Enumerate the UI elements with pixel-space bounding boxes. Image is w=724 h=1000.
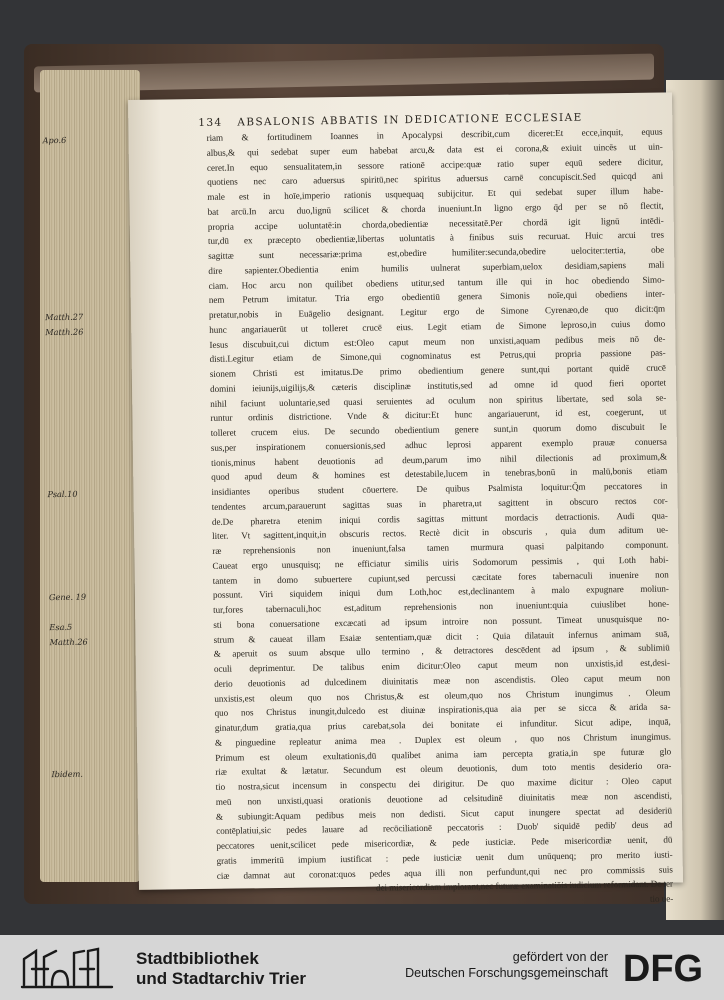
text-line: insidiantes operibus student cōuertere. De quibus Psalmista loquitur:Q̄m peccatores in [211, 480, 668, 497]
text-line: nihil faciunt uoluntarie,sed quasi seruientes ad oculum non spiritus libertate, sed sola se- [210, 392, 667, 409]
text-line: & pinguedine repleatur anima mea . Duplex est oleum , quo nos Christum inungimus. [214, 731, 672, 748]
text-line: hunc angariauerūt ut tolleret crucē eius. Legit etiam de Simone leproso,in cuius domo [209, 318, 666, 335]
text-line: & subiungit:Aquam pedibus meis non dedisti. Sicut caput inungere spectat ad desideriū [215, 804, 673, 822]
dfg-logo-text: DFG [622, 948, 704, 987]
text-line: sagittæ sunt necessariæ:prima est,obedire humiliter:secunda,obedire uelociter:tertia, obe [208, 244, 665, 261]
text-line: & aperuit os suum absque ullo termino , & detractores descēdent ad ipsum , & sublimiū [213, 642, 670, 660]
page-number: 134 [198, 116, 223, 130]
funding-line1: gefördert von der [512, 950, 608, 964]
text-line: tur,dū ex præcepto obedientiæ,libertas uoluntatis à finibus suis recuruat. Huic arcui tres [207, 229, 665, 247]
margin-reference: Matth.26 [49, 636, 88, 647]
funding-note [372, 949, 608, 981]
text-line: tantem in domo subuertere cupiunt,sed percussi cæcitate fores tabernaculi inuenire non [212, 568, 669, 586]
text-line: runtur ordinis districtione. Vnde & dicitur:Et hunc angariauerunt, id est, coegerunt, ut [210, 406, 667, 424]
text-line: male est in hoīe,imperio rationis usquequaq subijcitur. Et qui sedebat super illum habe- [207, 185, 664, 202]
dfg-logo [616, 947, 710, 987]
text-line: riæ exultat & lætatur. Secundum est oleum deuotionis, dum toto mentis desiderio ora- [215, 760, 672, 778]
library-name-line1: Stadtbibliothek [136, 949, 259, 968]
text-line: ceret.In equo sensualitatem,in sessore rationē accipe:quæ ratio super equū sedere dicitur, [206, 156, 663, 173]
text-line: unxistis,est oleum quo nos Christus,& est oleum,quo nos Christum inungimus . Oleum [214, 686, 671, 704]
text-line: strum & caueat illam Esaiæ sententiam,quæ dicit : Quia dilatauit infernus animam suā, [213, 627, 670, 645]
text-line: tur,fores tabernaculi,hoc est,aditum reprehensionis non inueniunt:quia cuiuslibet hone- [213, 598, 670, 615]
text-line: peccatores uenit,scilicet pede misericordiæ, & pede iusticiæ. Pede misericordiæ uenit, dū [216, 834, 673, 851]
text-line: albus,& qui sedebat super eum habebat arcu,& data est ei corona,& exiuit uincēs ut uin- [206, 141, 663, 158]
text-line: Iesus discubuit,cui dictum est:Oleo caput meum non unxisti,aquam pedibus meis nō de- [209, 333, 666, 350]
text-line: ræ reprehensionis non inueniunt,falsa tamen murmura quasi palpitando componunt. [212, 539, 669, 556]
library-name [136, 949, 306, 989]
text-line: bat arcū.In arcu duo,lignū scilicet & chorda inueniunt.In ligno ergo q̄d per se nō flectit, [207, 200, 664, 217]
text-line: dei misericordiam implorant,nec futuræ examinatiōis iudicium reformidant. De ter [375, 878, 674, 893]
text-line: quo nos Christus inungit,dulcedo est diuinæ inspirationis,qua aia per se sicca & arida sa- [214, 701, 671, 719]
text-line: quotiens nec caro aduersus spiritū,nec spiritus aduersus carnē concupiscit.Sed quicqd ani [207, 170, 664, 188]
text-line: riam & fortitudinem Ioannes in Apocalypsi describit,cum diceret:Et ecce,inquit, equus [206, 126, 663, 143]
page-edges [40, 70, 140, 882]
text-line: liter. Vt sagittent,inquit,in obscuris rectos. Rectè dicit in obscuris , quia dum aditum ue- [212, 524, 669, 542]
library-name-line2: und Stadtarchiv Trier [136, 969, 307, 988]
margin-reference: Matth.27 [44, 311, 84, 323]
text-line: quod apud deum & homines est detestabile,lucem in tenebras,bonū in malū,bonis etiam [211, 465, 668, 483]
text-line: ginatur,dum gratia,qua prius carebat,sola dei bonitate ei infunditur. Sicut adipe, inquā, [214, 716, 671, 733]
text-line: de.De pharetra etenim iniqui cordis sagittas mittunt mordacis detractionis. Audi qua- [211, 510, 668, 527]
catchword: tio ue- [649, 893, 674, 904]
text-line: possunt. Viri siquidem iniqui dum Loth,hoc est,declinantem à malo expugnare moliun- [212, 583, 669, 601]
text-line: disti.Legitur etiam de Simone,qui cognominatus est Petrus,qui propria passione pas- [209, 347, 666, 365]
book-page [42, 92, 683, 904]
text-line: ciam. Hoc arcu non quilibet obediens utitur,sed tantum ille qui in hoc obediendo Simo- [208, 274, 665, 291]
text-line: tolleret crucem eius. De secundo obedientium genere sunt,in quorum domo discubuit Ie [210, 421, 667, 438]
text-line: ciæ damnat aut coronat:quos pedes aqua illi non perfundunt,qui nec pro commissis suis [216, 863, 673, 881]
margin-reference: Apo.6 [42, 134, 67, 146]
text-line: tendentes arcum,parauerunt sagittas suas in pharetra,ut sagittent in obscuro rectos cor- [211, 495, 668, 512]
text-line: domini ieiunijs,uigilijs,& cæteris disciplinæ institutis,sed ad omne id quod fieri oportet [209, 377, 667, 394]
text-line: tio nostra,sicut incensum in conspectu dei dirigitur. De quo maxime dicitur : Oleo caput [215, 775, 672, 792]
margin-reference: Psal.10 [47, 488, 78, 500]
text-line: propria accipe uoluntatē:in chorda,obedientiæ necessitatē.Per chordā igit lignū intēdi- [207, 215, 664, 232]
footer-bar [0, 935, 724, 1000]
margin-reference: Matth.26 [45, 326, 84, 337]
text-line: pretatur,nobis in Euāgelio designant. Legitur ergo de Simone Cyrenæo,de quo dicit:q̄m [208, 303, 666, 320]
funding-line2: Deutschen Forschungsgemeinschaft [405, 966, 608, 980]
text-line: sti bona conuersatione excæcati ad ipsum introire non possunt. Timeat unusquisque no- [213, 613, 670, 630]
body-text [206, 125, 673, 913]
text-line: gratis immeritū impium iustificat : pede iusticiæ uenit dum unūquenq; pro merito iusti- [216, 849, 673, 866]
text-line: sus,per inspirationem conuersionis,sed adhuc leprosi apparent exemplo prauæ conuersa [210, 436, 667, 453]
text-line: contēplatiui,sic pedes lauare ad recōciliationē peccatoris : Duob' siquidē pedib' deus ad [216, 819, 673, 837]
text-line: meū non unxisti,quasi orationis deuotione ad celsitudinē diuinitatis meæ non ascendisti, [215, 790, 672, 807]
text-line: tionis,minus habent deuotionis ad deum,parum imo nihil dilectionis ad proximum,& [210, 451, 668, 468]
margin-reference: Esa.5 [49, 621, 73, 632]
text-line: Primum est oleum exultationis,dū qualibet anima iam percepta gratia,in spe futuræ glo [215, 745, 672, 763]
running-head-title: ABSALONIS ABBATIS IN DEDICATIONE ECCLESIAE [237, 111, 583, 129]
text-line: sionem Christi est imitatus.De primo obedientium genere sunt,qui portant quidē crucē [209, 362, 666, 379]
margin-reference: Ibidem. [51, 768, 84, 780]
text-line: oculi deprimentur. De talibus enim dicitur:Oleo caput meum non unxistis,id est,desi- [213, 657, 670, 674]
text-line: derio deuotionis ad dulcedinem diuinitatis meæ non ascendistis. Oleo caput meum non [214, 672, 671, 689]
text-line: dire sapienter.Obedientia enim humilis uulnerat superbiam,uelox desidiam,sapiens mali [208, 259, 665, 276]
stadtbibliothek-logo [18, 945, 118, 989]
text-line: nem Petrum imitatur. Tria ergo obedientiū genera Simonis noīe,qui obediens inter- [208, 288, 665, 306]
text-line: Caueat ergo unusquisq; ne efficiatur similis uiris Sodomorum pessimis , qui Loth habi- [212, 554, 669, 571]
margin-reference: Gene. 19 [48, 591, 87, 603]
